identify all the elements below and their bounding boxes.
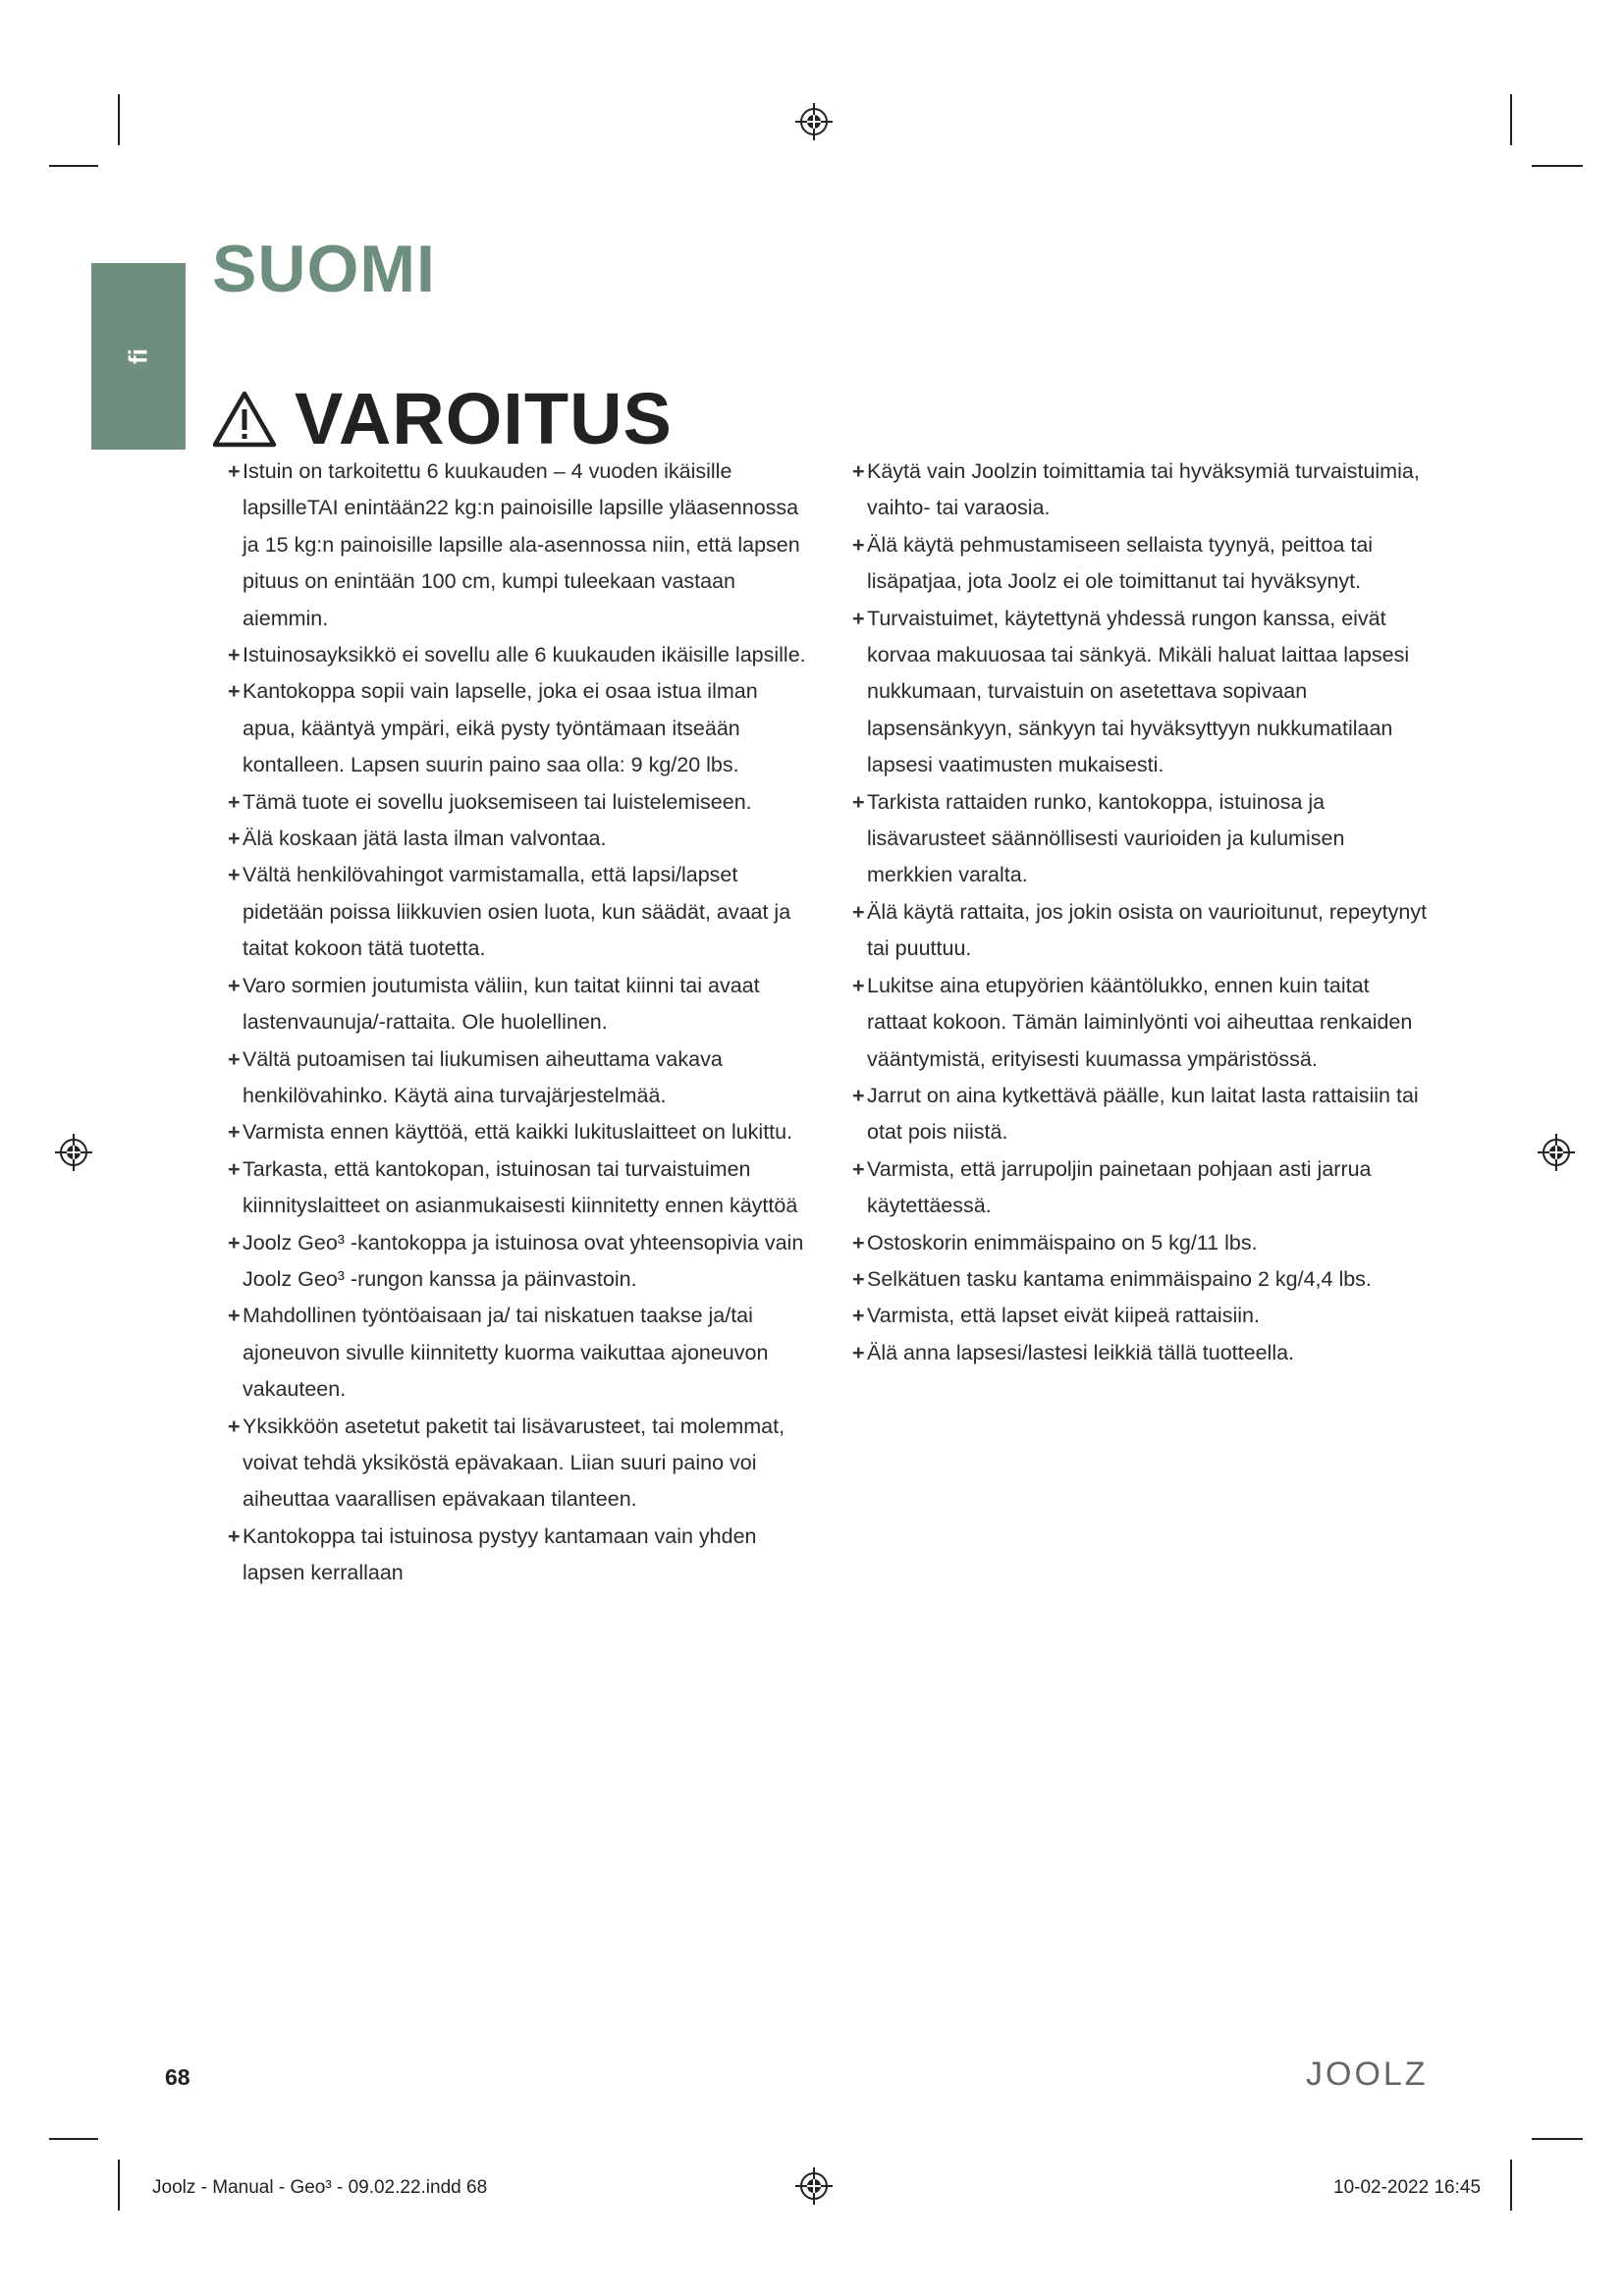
list-item: + Älä käytä rattaita, jos jokin osista on vaurioitunut, repeytynyt tai puuttuu. <box>854 894 1434 968</box>
list-item: + Yksikköön asetetut paketit tai lisävarusteet, tai molemmat, voivat tehdä yksiköstä epävakaan. Liian suuri paino voi aiheuttaa vaarallisen epävakaan tilanteen. <box>230 1409 809 1519</box>
language-title: SUOMI <box>212 232 436 306</box>
list-item: + Joolz Geo³ -kantokoppa ja istuinosa ovat yhteensopivia vain Joolz Geo³ -rungon kanssa ja päinvastoin. <box>230 1225 809 1299</box>
language-tab-label: fi <box>123 348 153 364</box>
list-item: + Varmista ennen käyttöä, että kaikki lukituslaitteet on lukittu. <box>230 1114 809 1150</box>
list-item: + Varo sormien joutumista väliin, kun taitat kiinni tai avaat lastenvaunuja/-rattaita. Ole huolellinen. <box>230 968 809 1041</box>
list-item: + Älä anna lapsesi/lastesi leikkiä tällä tuotteella. <box>854 1335 1434 1371</box>
print-slug-date: 10-02-2022 16:45 <box>1333 2177 1482 2198</box>
crop-mark-top-left-horizontal <box>49 165 98 167</box>
warning-triangle-icon <box>212 390 277 449</box>
list-item: + Lukitse aina etupyörien kääntölukko, ennen kuin taitat rattaat kokoon. Tämän laiminlyönti voi aiheuttaa renkaiden vääntymistä, erityisesti kuumassa ympäristössä. <box>854 968 1434 1078</box>
crop-mark-bottom-left-horizontal <box>49 2138 98 2140</box>
list-item: + Kantokoppa tai istuinosa pystyy kantamaan vain yhden lapsen kerrallaan <box>230 1519 809 1592</box>
brand-logo: JOOLZ <box>1306 2056 1429 2093</box>
list-item: + Tarkasta, että kantokopan, istuinosan tai turvaistuimen kiinnityslaitteet on asianmukaisesti kiinnitetty ennen käyttöä <box>230 1151 809 1225</box>
print-slug-file: Joolz - Manual - Geo³ - 09.02.22.indd 68 <box>152 2177 488 2198</box>
registration-mark-icon <box>1537 1133 1576 1172</box>
crop-mark-top-left-vertical <box>118 94 120 145</box>
crop-mark-bottom-right-horizontal <box>1532 2138 1583 2140</box>
list-item: + Istuin on tarkoitettu 6 kuukauden – 4 vuoden ikäisille lapsilleTAI enintään22 kg:n painoisille lapsille yläasennossa ja 15 kg:n painoisille lapsille ala-asennossa niin, että lapsen pituus on enintään 100 cm, kumpi tuleekaan vastaan aiemmin. <box>230 454 809 637</box>
list-item: + Mahdollinen työntöaisaan ja/ tai niskatuen taakse ja/tai ajoneuvon sivulle kiinnitetty kuorma vaikuttaa ajoneuvon vakauteen. <box>230 1298 809 1408</box>
list-item: + Selkätuen tasku kantama enimmäispaino 2 kg/4,4 lbs. <box>854 1261 1434 1298</box>
warnings-list-right <box>854 454 1434 1371</box>
warning-title: VAROITUS <box>295 378 673 459</box>
crop-mark-bottom-left-vertical <box>118 2160 120 2211</box>
list-item: + Istuinosayksikkö ei sovellu alle 6 kuukauden ikäisille lapsille. <box>230 637 809 673</box>
list-item: + Kantokoppa sopii vain lapselle, joka ei osaa istua ilman apua, kääntyä ympäri, eikä pysty työntämaan itseään kontalleen. Lapsen suurin paino saa olla: 9 kg/20 lbs. <box>230 673 809 783</box>
crop-mark-top-right-horizontal <box>1532 165 1583 167</box>
list-item: + Jarrut on aina kytkettävä päälle, kun laitat lasta rattaisiin tai otat pois niistä. <box>854 1078 1434 1151</box>
list-item: + Vältä henkilövahingot varmistamalla, että lapsi/lapset pidetään poissa liikkuvien osien luota, kun säädät, avaat ja taitat kokoon tätä tuotetta. <box>230 857 809 967</box>
list-item: + Varmista, että jarrupoljin painetaan pohjaan asti jarrua käytettäessä. <box>854 1151 1434 1225</box>
crop-mark-bottom-right-vertical <box>1510 2160 1512 2211</box>
list-item: + Käytä vain Joolzin toimittamia tai hyväksymiä turvaistuimia, vaihto- tai varaosia. <box>854 454 1434 527</box>
crop-mark-top-right-vertical <box>1510 94 1512 145</box>
list-item: + Varmista, että lapset eivät kiipeä rattaisiin. <box>854 1298 1434 1334</box>
list-item: + Turvaistuimet, käytettynä yhdessä rungon kanssa, eivät korvaa makuuosaa tai sänkyä. Mikäli haluat laittaa lapsesi nukkumaan, turvaistuin on asetettava sopivaan lapsensänkyyn, sänkyyn tai hyväksyttyyn nukkumatilaan lapsesi vaatimusten mukaisesti. <box>854 601 1434 784</box>
warning-heading <box>212 378 673 459</box>
warnings-list-left <box>230 454 809 1592</box>
registration-mark-icon <box>794 102 834 141</box>
registration-mark-icon <box>794 2166 834 2206</box>
list-item: + Vältä putoamisen tai liukumisen aiheuttama vakava henkilövahinko. Käytä aina turvajärjestelmää. <box>230 1041 809 1115</box>
list-item: + Ostoskorin enimmäispaino on 5 kg/11 lbs. <box>854 1225 1434 1261</box>
list-item: + Älä käytä pehmustamiseen sellaista tyynyä, peittoa tai lisäpatjaa, jota Joolz ei ole toimittanut tai hyväksynyt. <box>854 527 1434 601</box>
registration-mark-icon <box>54 1133 93 1172</box>
list-item: + Älä koskaan jätä lasta ilman valvontaa. <box>230 821 809 857</box>
list-item: + Tarkista rattaiden runko, kantokoppa, istuinosa ja lisävarusteet säännöllisesti vaurioiden ja kulumisen merkkien varalta. <box>854 784 1434 894</box>
page-number: 68 <box>165 2064 190 2090</box>
language-side-tab <box>91 263 186 450</box>
list-item: + Tämä tuote ei sovellu juoksemiseen tai luistelemiseen. <box>230 784 809 821</box>
